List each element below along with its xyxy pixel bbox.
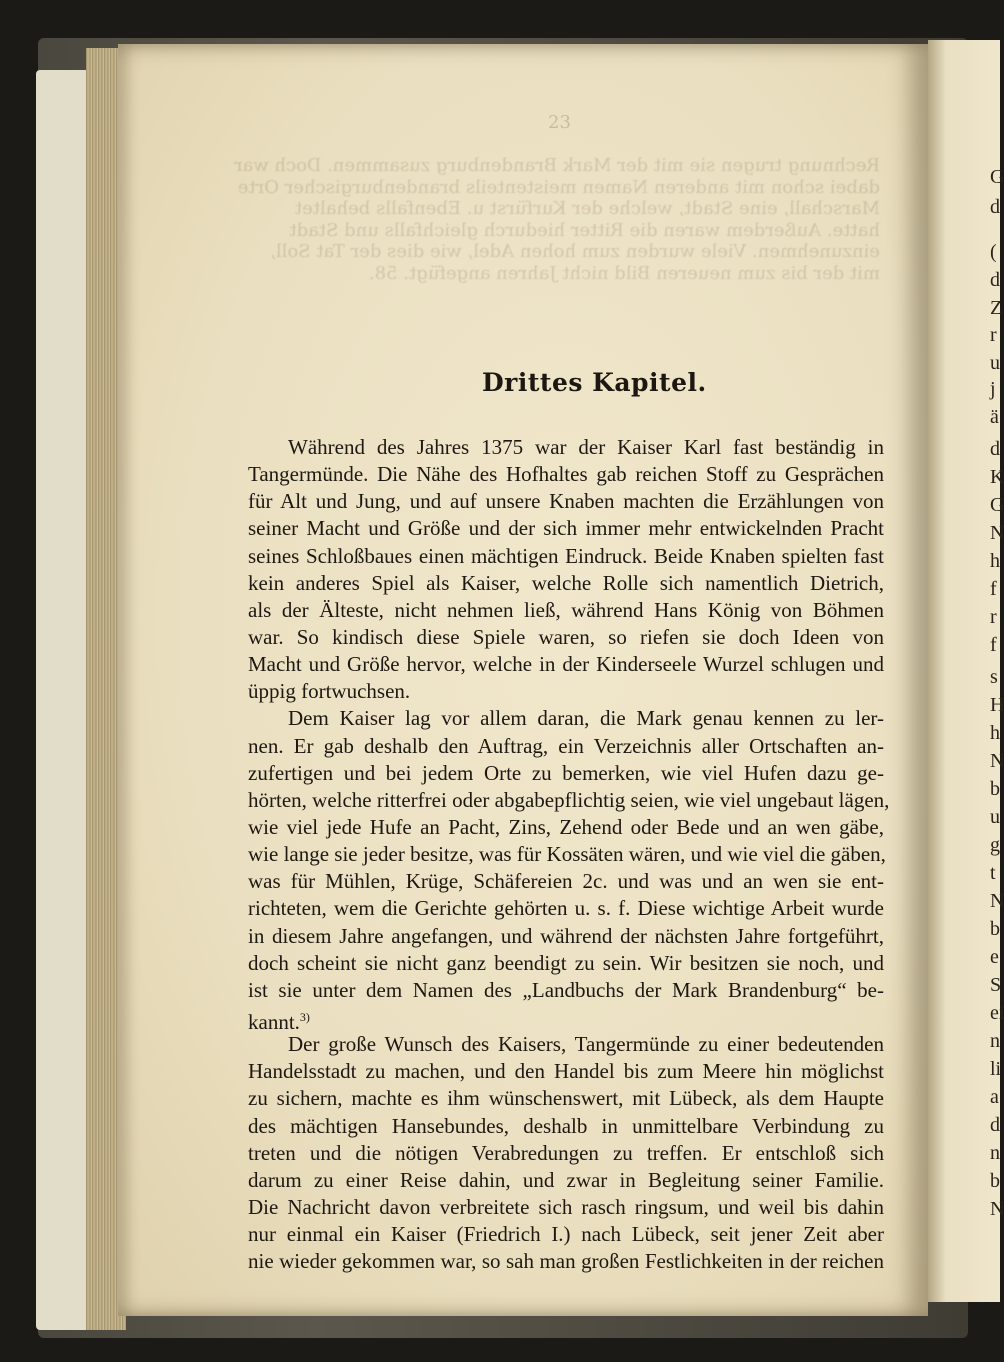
next-page-glyph: ( [990,241,997,263]
next-page-glyph: a [990,1086,999,1108]
next-page-glyph: S [990,974,1002,996]
text-line: für Alt und Jung, und auf unsere Knaben machten die Erzählungen von [248,489,884,514]
bleed-line: hatte. Außerdem waren die Ritter hiedurch gleichfalls und Stadt [289,219,880,241]
text-line-footnote [248,1004,884,1034]
next-page-glyph: N [990,1198,1004,1220]
next-page-glyph: li [990,1058,1002,1080]
text-line: seines Schloßbaues einen mächtigen Eindruck. Beide Knaben spielten fast [248,543,884,568]
next-page-glyph: N [990,890,1004,912]
bleed-line: mit der bis zum neueren Bild nicht Jahren angefügt. 58. [368,262,880,284]
next-page-glyph: N [990,522,1004,544]
next-page-glyph: r [990,606,997,628]
next-page-glyph: n [990,1142,1000,1164]
text-line: in diesem Jahre angefangen, und während der nächsten Jahre fortgeführt, [248,923,884,948]
bleed-line: Marschall, eine Stadt, welche der Kurfürst u. Ebenfalls behaltet [294,198,880,219]
text-line: hörten, welche ritterfrei oder abgabepflichtig seien, wie viel ungebaut lägen, [248,787,890,812]
next-page-glyph: d [990,438,1000,460]
next-page-glyph: f [990,578,997,600]
next-page-glyph: e [990,946,999,968]
text-line: wie lange sie jeder besitze, was für Kossäten wären, und wie viel die gäben, [248,842,886,867]
next-page-glyph: d [990,269,1000,291]
chapter-title: Drittes Kapitel. [482,368,707,397]
text-line: Handelsstadt zu machen, und den Handel bis zum Meere hin möglichst [248,1059,884,1084]
next-page-glyph: ei [990,1002,1004,1024]
text-line: wie viel jede Hufe an Pacht, Zins, Zehend oder Bede und an wen gäbe, [248,814,884,839]
next-page-glyph: u [990,806,1000,828]
text-line: ist sie unter dem Namen des „Landbuchs der Mark Brandenburg“ be- [248,977,884,1002]
text-line: Der große Wunsch des Kaisers, Tangermünde zu einer bedeutenden [288,1032,884,1057]
next-page-glyph: H [990,694,1004,716]
next-page-glyph: g [990,834,1000,856]
next-page-glyph: d [990,196,1000,218]
next-page-glyph: t [990,862,996,884]
text-line: doch scheint sie nicht ganz beendigt zu sein. Wir besitzen sie noch, und [248,950,884,975]
next-page-glyph: Z [990,297,1003,319]
text-line: des mächtigen Hansebundes, deshalb in unmittelbare Verbindung zu [248,1113,884,1138]
text-line: nur einmal ein Kaiser (Friedrich I.) nach Lübeck, seit jener Zeit aber [248,1222,884,1247]
text-line: Tangermünde. Die Nähe des Hofhaltes gab reichen Stoff zu Gesprächen [248,462,884,487]
page-number: 23 [548,112,571,133]
bleed-line: Rechnung trugen sie mit der Mark Brandenburg zusammen. Doch war [233,155,880,176]
text-line: zufertigen und bei jedem Orte zu bemerken, wie viel Hufen dazu ge- [248,760,884,785]
text-line: richteten, wem die Gerichte gehörten u. s. f. Diese wichtige Arbeit wurde [248,896,884,921]
next-page-glyph: f [990,634,997,656]
text-line: zu sichern, machte es ihm wünschenswert, mit Lübeck, als dem Haupte [248,1086,884,1111]
text-line: kein anderes Spiel als Kaiser, welche Rolle sich namentlich Dietrich, [248,570,884,595]
text-line: kannt. [248,1009,300,1034]
next-page-glyph: h [990,722,1000,744]
bleed-through-text [233,155,880,284]
next-page-glyph: G [990,494,1004,516]
next-page-glyph: b [990,778,1000,800]
text-line: Die Nachricht davon verbreitete sich rasch ringsum, und weil bis dahin [248,1194,884,1219]
bleed-line: dabei schon mit anderen Namen meistenteils brandenburgischer Orte [237,176,880,198]
next-page-glyph: G [990,166,1004,188]
next-page-glyph: d [990,1114,1000,1136]
text-line: treten und die nötigen Verabredungen zu treffen. Er entschloß sich [248,1140,884,1165]
bleed-line: einzunehmen. Viele wurden zum hohen Adel, wie dies der Tat Soll, [270,241,880,262]
text-line: Während des Jahres 1375 war der Kaiser Karl fast beständig in [288,435,884,459]
text-line: Macht und Größe hervor, welche in der Kinderseele Wurzel schlugen und [248,652,884,677]
next-page-glyph: N [990,750,1004,772]
text-line: was für Mühlen, Krüge, Schäfereien 2c. und was und an wen sie ent- [248,869,884,894]
text-line: als der Älteste, nicht nehmen ließ, während Hans König von Böhmen [248,597,884,622]
body-text [248,434,890,1275]
next-page-glyph: r [990,324,997,346]
text-line: war. So kindisch diese Spiele waren, so riefen sie doch Ideen von [248,624,884,649]
text-line: nen. Er gab deshalb den Auftrag, ein Verzeichnis aller Ortschaften an- [248,733,884,758]
next-page-glyph: j [990,378,996,400]
next-page-glyph: h [990,550,1000,572]
next-page-glyph: b [990,918,1000,940]
next-page-glyph: ä [990,406,999,428]
text-line: seiner Macht und Größe und der sich immer mehr entwickelnden Pracht [248,516,884,541]
next-page-glyph: n [990,1030,1000,1052]
text-line: darum zu einer Reise dahin, und zwar in Begleitung seiner Familie. [248,1167,884,1192]
next-page-glyph: K [990,466,1004,488]
footnote-marker: 3) [299,1009,310,1024]
text-line: üppig fortwuchsen. [248,679,411,704]
next-page-glyph: s [990,666,998,688]
text-line: Dem Kaiser lag vor allem daran, die Mark genau kennen zu ler- [288,706,884,731]
next-page-glyph: b [990,1170,1000,1192]
text-line: nie wieder gekommen war, so sah man großen Festlichkeiten in der reichen [248,1249,884,1274]
next-page-glyph: u [990,352,1000,374]
